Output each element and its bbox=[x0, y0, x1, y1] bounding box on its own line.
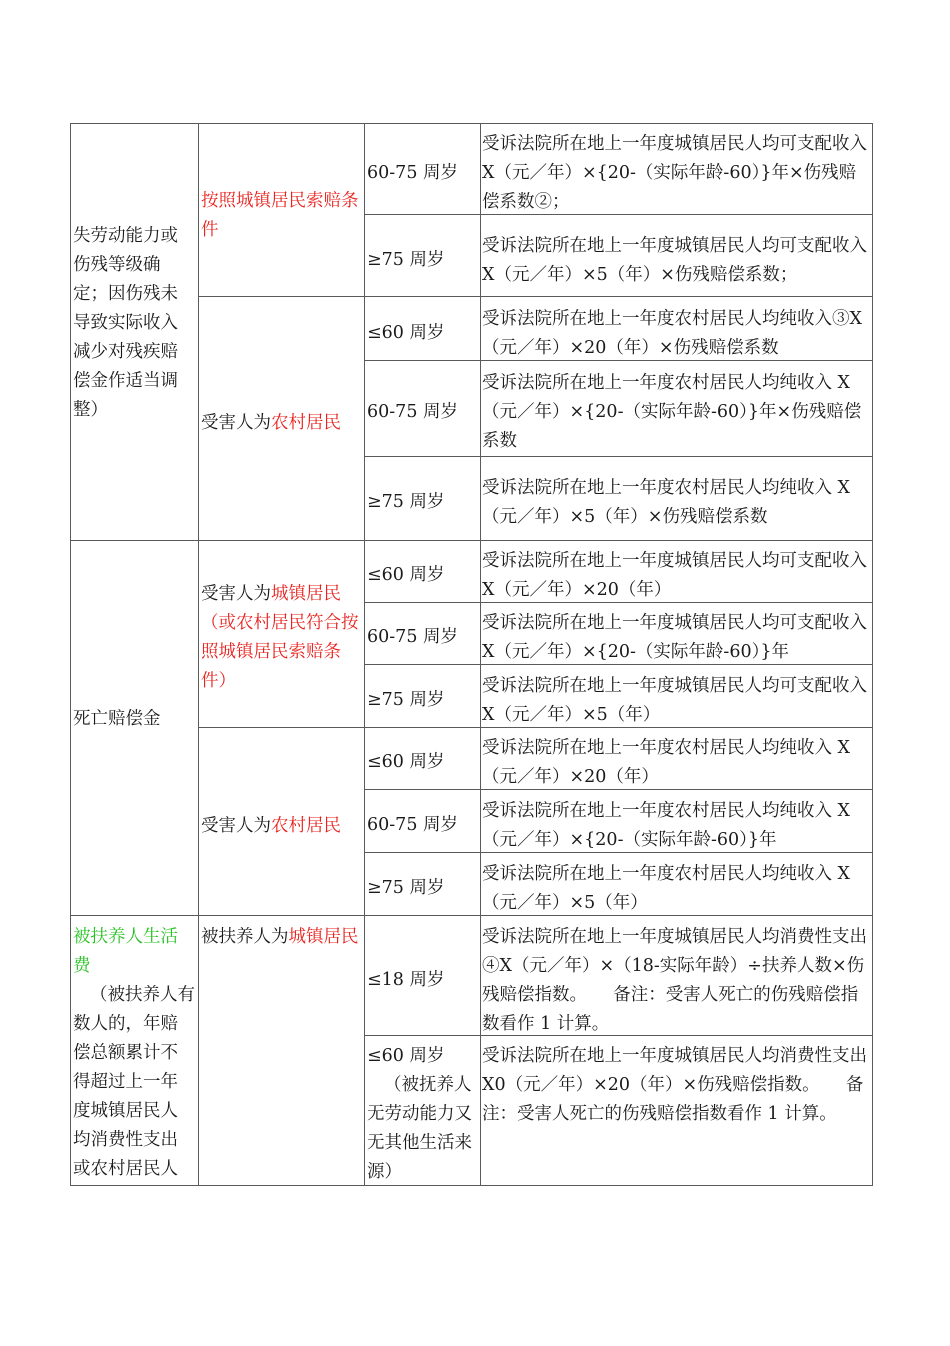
age-range: 60-75 周岁 bbox=[367, 815, 459, 835]
category-dependent: 被扶养人生活费 （被扶养人有数人的，年赔偿总额累计不得超过上一年度城镇居民人均消费性支出或农村居民人 bbox=[73, 927, 195, 1179]
age-range: ≤60 周岁 bbox=[367, 323, 445, 343]
condition-dependent-urban: 被扶养人为城镇居民 bbox=[201, 927, 359, 947]
formula-cell: 受诉法院所在地上一年度农村居民人均纯收入 X（元／年）×5（年） bbox=[482, 864, 851, 913]
col-divider-2 bbox=[364, 123, 365, 1186]
age-range: 60-75 周岁 bbox=[367, 627, 459, 647]
col-divider-3 bbox=[480, 123, 481, 1186]
age-range: 60-75 周岁 bbox=[367, 402, 459, 422]
table-top-border bbox=[70, 123, 873, 124]
col-divider-1 bbox=[198, 123, 199, 1186]
formula-cell: 受诉法院所在地上一年度农村居民人均纯收入 X（元／年）×20（年） bbox=[482, 738, 851, 787]
age-range-with-note: ≤60 周岁 （被抚养人无劳动能力又无其他生活来源） bbox=[367, 1046, 472, 1182]
row-divider-disability-death bbox=[70, 540, 873, 541]
formula-cell: 受诉法院所在地上一年度城镇居民人均可支配收入 X（元／年）×20（年） bbox=[482, 551, 867, 600]
age-range: ≤18 周岁 bbox=[367, 970, 445, 990]
formula-cell: 受诉法院所在地上一年度城镇居民人均消费性支出 X0（元／年）×20（年）×伤残赔偿指数。 备注：受害人死亡的伤残赔偿指数看作 1 计算。 bbox=[482, 1046, 867, 1124]
row-divider-disability-rural bbox=[198, 296, 873, 297]
formula-cell: 受诉法院所在地上一年度城镇居民人均可支配收入 X（元／年）×{20-（实际年龄-60）}年×伤残赔偿系数②； bbox=[482, 134, 867, 212]
condition-rural: 受害人为农村居民 bbox=[201, 816, 341, 836]
table-right-border bbox=[872, 123, 873, 1186]
age-range: ≥75 周岁 bbox=[367, 690, 445, 710]
formula-cell: 受诉法院所在地上一年度城镇居民人均可支配收入 X（元／年）×5（年） bbox=[482, 676, 867, 725]
age-range: ≥75 周岁 bbox=[367, 492, 445, 512]
age-range: ≤60 周岁 bbox=[367, 752, 445, 772]
condition-urban-standard: 按照城镇居民索赔条件 bbox=[201, 191, 359, 240]
table-bottom-border bbox=[70, 1185, 873, 1186]
age-range: ≥75 周岁 bbox=[367, 250, 445, 270]
formula-cell: 受诉法院所在地上一年度城镇居民人均可支配收入 X（元／年）×5（年）×伤残赔偿系数； bbox=[482, 236, 867, 285]
age-range: ≤60 周岁 bbox=[367, 565, 445, 585]
category-death: 死亡赔偿金 bbox=[73, 709, 161, 729]
condition-urban: 受害人为城镇居民（或农村居民符合按照城镇居民索赔条件） bbox=[201, 584, 359, 691]
formula-cell: 受诉法院所在地上一年度城镇居民人均消费性支出④X（元／年）×（18-实际年龄）÷扶养人数×伤残赔偿指数。 备注：受害人死亡的伤残赔偿指数看作 1 计算。 bbox=[482, 927, 867, 1034]
category-disability: 失劳动能力或伤残等级确定；因伤残未导致实际收入减少对残疾赔偿金作适当调整） bbox=[73, 226, 178, 420]
age-range: ≥75 周岁 bbox=[367, 878, 445, 898]
formula-cell: 受诉法院所在地上一年度农村居民人均纯收入 X（元／年）×{20-（实际年龄-60）}年 bbox=[482, 801, 851, 850]
formula-cell: 受诉法院所在地上一年度农村居民人均纯收入 X（元／年）×{20-（实际年龄-60）}年×伤残赔偿系数 bbox=[482, 373, 862, 451]
table-left-border bbox=[70, 123, 71, 1186]
formula-cell: 受诉法院所在地上一年度城镇居民人均可支配收入 X（元／年）×{20-（实际年龄-60）}年 bbox=[482, 613, 867, 662]
formula-cell: 受诉法院所在地上一年度农村居民人均纯收入 X（元／年）×5（年）×伤残赔偿系数 bbox=[482, 478, 851, 527]
condition-rural: 受害人为农村居民 bbox=[201, 413, 341, 433]
age-range: 60-75 周岁 bbox=[367, 163, 459, 183]
row-divider bbox=[364, 456, 873, 457]
formula-cell: 受诉法院所在地上一年度农村居民人均纯收入③X（元／年）×20（年）×伤残赔偿系数 bbox=[482, 309, 862, 358]
